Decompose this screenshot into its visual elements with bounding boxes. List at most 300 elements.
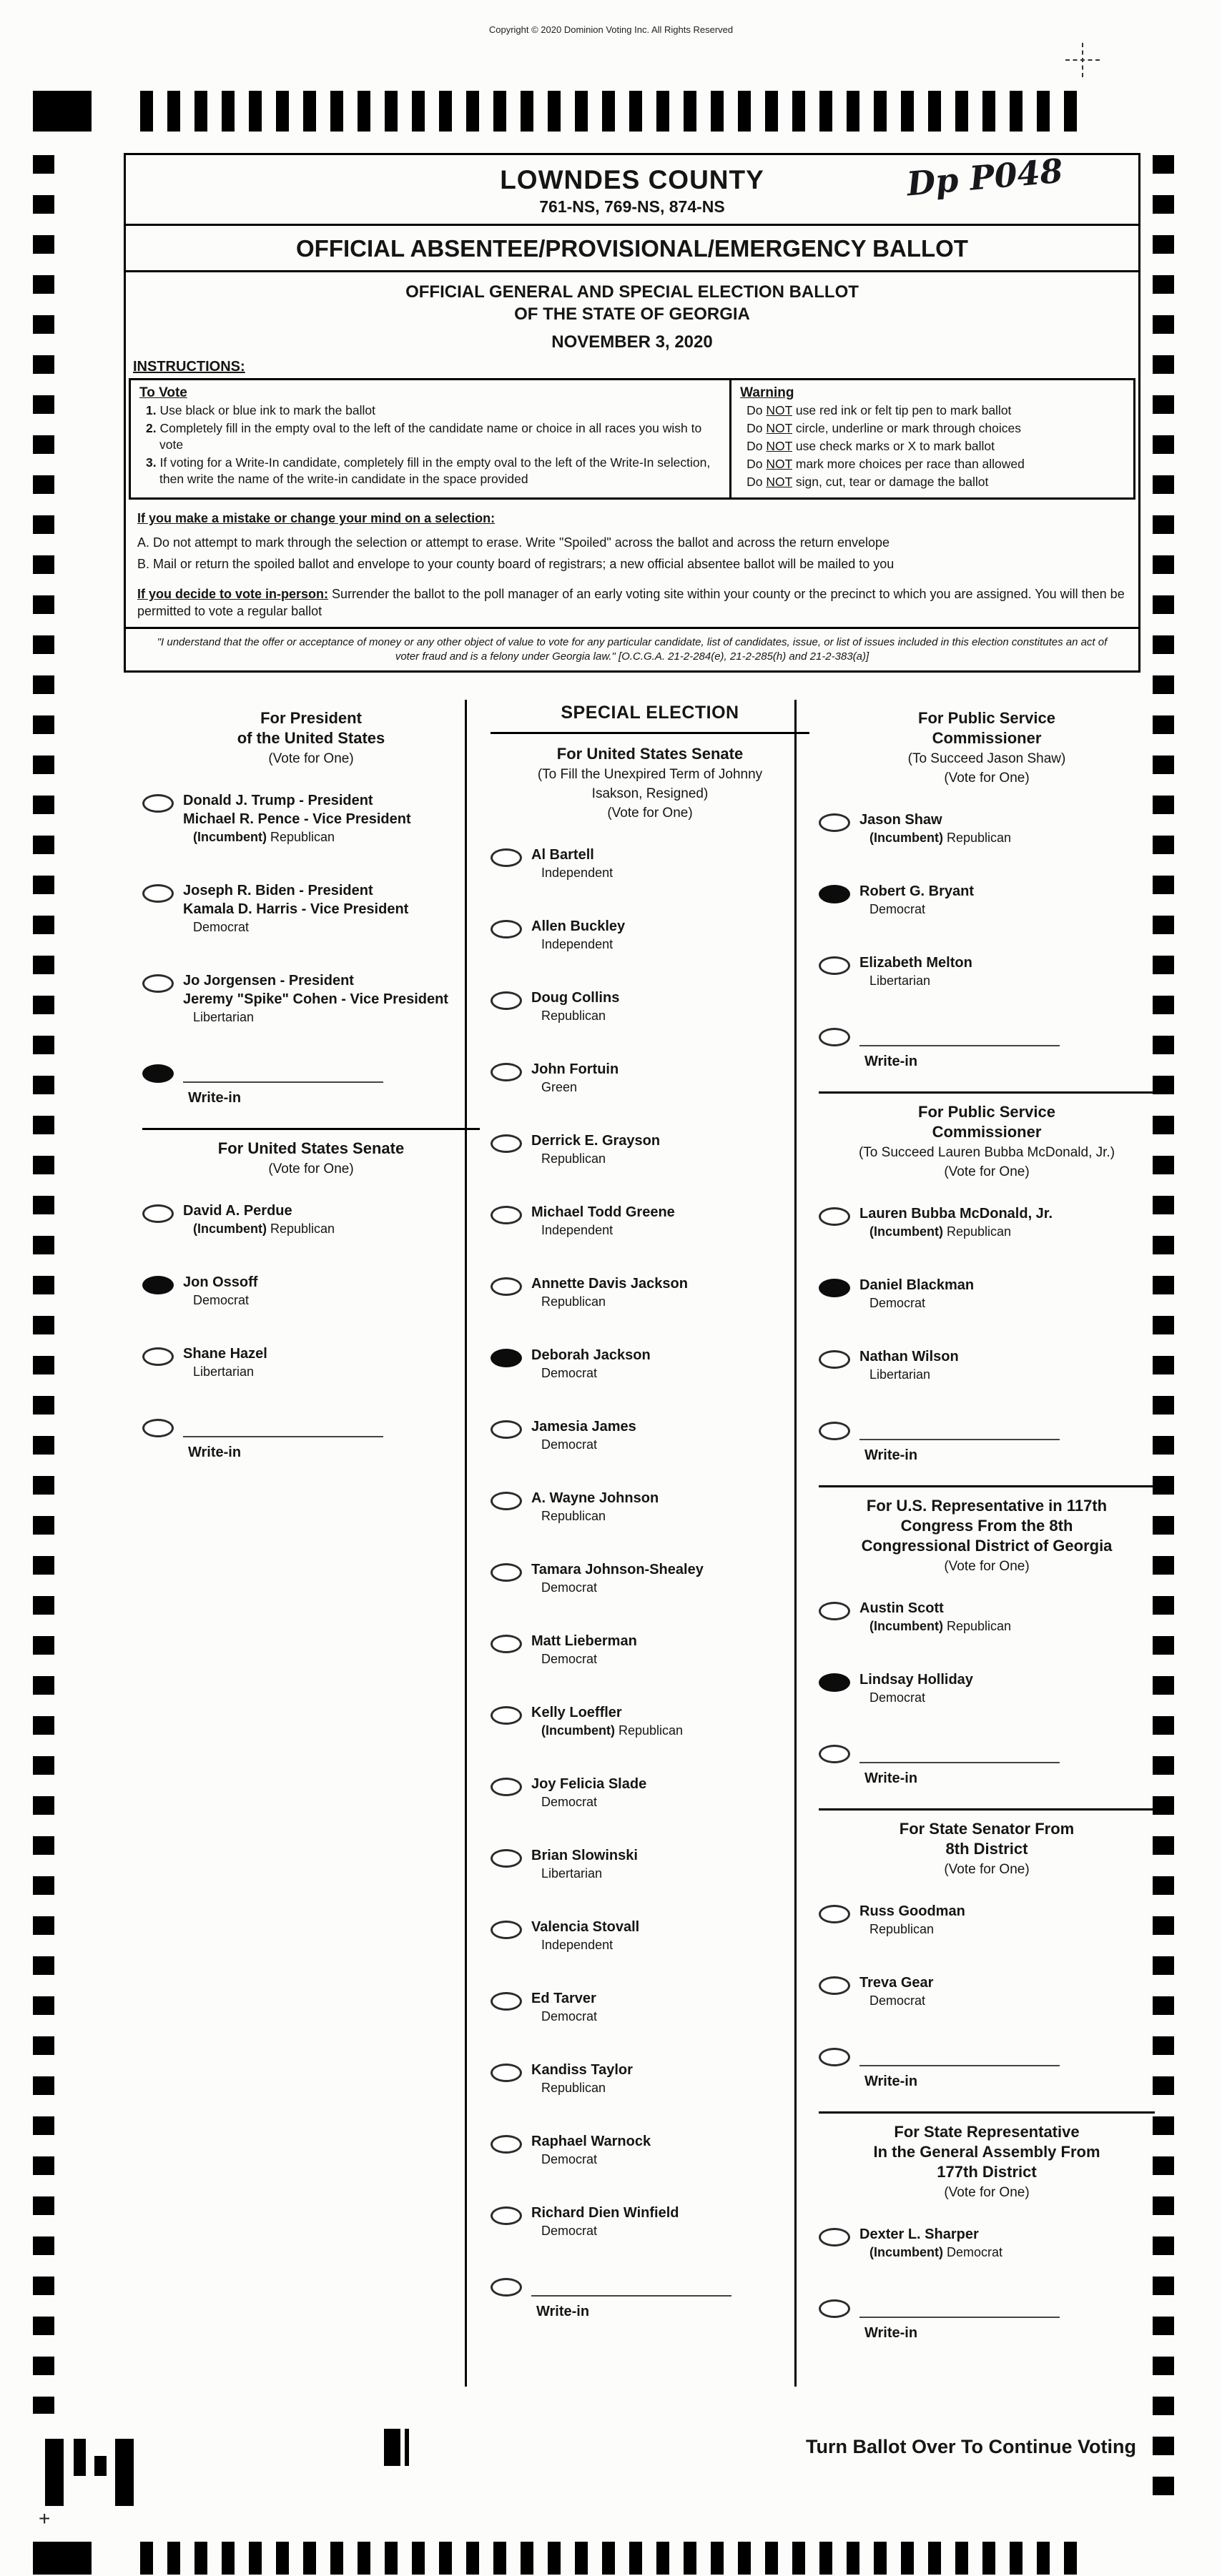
empty-oval[interactable] (491, 1063, 522, 1081)
candidate-name: Deborah Jackson (531, 1347, 651, 1363)
contest (142, 700, 480, 1106)
candidate-name: Annette Davis Jackson (531, 1276, 688, 1292)
empty-oval[interactable] (142, 884, 174, 903)
candidate-party: (Incumbent) Republican (869, 1224, 1012, 1239)
candidate-text (531, 917, 625, 953)
candidate-name: David A. Perdue (183, 1203, 292, 1219)
empty-oval[interactable] (819, 1602, 850, 1620)
candidate-text (531, 1489, 659, 1525)
candidate-name: Kandiss Taylor (531, 2062, 633, 2078)
empty-oval[interactable] (491, 991, 522, 1010)
not-emphasis: NOT (766, 457, 793, 471)
empty-oval[interactable] (819, 1350, 850, 1369)
filled-oval[interactable] (142, 1064, 174, 1083)
contest-title: For President (260, 709, 362, 727)
candidate-name: Robert G. Bryant (859, 883, 975, 899)
candidate-name: Daniel Blackman (859, 1277, 975, 1293)
candidate-party: Democrat (869, 902, 926, 916)
contest-title: For U.S. Representative in 117th (866, 1497, 1108, 1515)
contest-title: For United States Senate (556, 745, 744, 763)
empty-oval[interactable] (491, 1277, 522, 1296)
contest (491, 735, 809, 2320)
candidate-name: Jon Ossoff (183, 1274, 258, 1290)
empty-oval[interactable] (491, 1635, 522, 1653)
incumbent-label: (Incumbent) (869, 1224, 943, 1239)
column-2 (472, 700, 818, 2342)
contest-title: 177th District (937, 2163, 1037, 2181)
candidate-text (531, 2061, 633, 2096)
candidate-row (491, 1632, 809, 1668)
empty-oval[interactable] (819, 956, 850, 975)
empty-oval[interactable] (142, 1419, 174, 1437)
contest-title: For State Senator From (899, 1820, 1075, 1838)
empty-oval[interactable] (819, 2228, 850, 2246)
incumbent-label: (Incumbent) (541, 1723, 615, 1738)
write-in-line[interactable] (183, 1063, 383, 1083)
candidate-party: Democrat (869, 1690, 926, 1705)
column-divider-1 (465, 700, 467, 2387)
candidate-party: (Incumbent) Republican (541, 1723, 684, 1738)
item-number: 2. (146, 421, 160, 435)
mistake-item-b: B. Mail or return the spoiled ballot and envelope to your county board of registrars; a new official absentee ballot will be mailed to you (137, 557, 895, 571)
empty-oval[interactable] (819, 1745, 850, 1763)
candidate-party: Libertarian (869, 974, 931, 988)
candidate-row (491, 1846, 809, 1882)
candidate-text (531, 989, 619, 1024)
election-title-line2: OF THE STATE OF GEORGIA (514, 304, 750, 324)
candidate-text (531, 1846, 638, 1882)
write-in-row (142, 1061, 480, 1083)
write-in-line[interactable] (859, 1743, 1060, 1763)
candidate-text (531, 1989, 597, 2025)
candidate-row (491, 1203, 809, 1239)
empty-oval[interactable] (491, 920, 522, 938)
incumbent-label: (Incumbent) (193, 1222, 267, 1236)
candidate-party: Democrat (869, 1296, 926, 1310)
candidate-party: Green (541, 1080, 578, 1094)
filled-oval[interactable] (819, 885, 850, 903)
empty-oval[interactable] (491, 2135, 522, 2154)
candidate-name: Brian Slowinski (531, 1848, 638, 1863)
candidate-party: (Incumbent) Democrat (869, 2245, 1003, 2259)
contest (819, 1808, 1155, 2090)
candidate-party: Independent (541, 937, 614, 951)
candidate-name: Russ Goodman (859, 1903, 965, 1919)
election-title-line1: OFFICIAL GENERAL AND SPECIAL ELECTION BALLOT (405, 282, 859, 302)
contest-title: For United States Senate (217, 1139, 405, 1157)
write-in-label: Write-in (864, 1770, 918, 1786)
timing-mark-block-top (33, 91, 92, 132)
candidate-text (531, 1274, 688, 1310)
incumbent-label: (Incumbent) (869, 1619, 943, 1633)
empty-oval[interactable] (491, 1563, 522, 1582)
candidate-party: Democrat (541, 1580, 598, 1595)
candidate-party: Democrat (541, 1795, 598, 1809)
candidate-text (183, 1344, 267, 1380)
candidate-name: Richard Dien Winfield (531, 2205, 679, 2221)
candidate-name: Dexter L. Sharper (859, 2226, 979, 2242)
candidate-row (491, 2061, 809, 2096)
vote-for-instruction: (Vote for One) (944, 1559, 1030, 1574)
empty-oval[interactable] (819, 1207, 850, 1226)
candidate-name: Lauren Bubba McDonald, Jr. (859, 1206, 1053, 1222)
empty-oval[interactable] (491, 1492, 522, 1510)
timing-marks-bottom (140, 2542, 1078, 2575)
corner-plus-mark: + (39, 2507, 51, 2530)
candidate-row (819, 811, 1155, 846)
not-emphasis: NOT (766, 475, 793, 489)
filled-oval[interactable] (819, 1279, 850, 1297)
write-in-row (819, 2297, 1155, 2318)
candidate-name: Treva Gear (859, 1975, 934, 1991)
candidate-name: Ed Tarver (531, 1991, 596, 2006)
contest-title: of the United States (237, 729, 385, 747)
filled-oval[interactable] (142, 1276, 174, 1294)
candidate-row (142, 1344, 480, 1380)
candidate-text (531, 1417, 636, 1453)
candidate-row (491, 1417, 809, 1453)
candidate-row (819, 1276, 1155, 1312)
candidate-name: Shane Hazel (183, 1346, 267, 1362)
candidate-text (859, 1973, 933, 2009)
candidate-party: Democrat (193, 1293, 250, 1307)
filled-oval[interactable] (819, 1673, 850, 1692)
candidate-name: A. Wayne Johnson (531, 1490, 659, 1506)
mistake-title: If you make a mistake or change your mind on a selection: (137, 511, 496, 525)
vote-for-instruction: (Vote for One) (944, 1862, 1030, 1877)
empty-oval[interactable] (491, 1992, 522, 2011)
vote-for-instruction: (Vote for One) (944, 1164, 1030, 1179)
election-title-section (126, 272, 1138, 356)
incumbent-label: (Incumbent) (193, 830, 267, 844)
write-in-label: Write-in (536, 2304, 590, 2319)
candidate-name: Jo Jorgensen - President (183, 973, 354, 989)
candidate-row (491, 1918, 809, 1953)
candidate-name: Michael R. Pence - Vice President (183, 811, 411, 827)
county-name: LOWNDES COUNTY (500, 165, 764, 194)
write-in-row (819, 1025, 1155, 1046)
candidate-row (142, 1202, 480, 1237)
not-emphasis: NOT (766, 421, 793, 435)
candidate-party: (Incumbent) Republican (193, 830, 335, 844)
warning-list (740, 402, 1125, 490)
empty-oval[interactable] (142, 1204, 174, 1223)
to-vote-list (139, 402, 721, 487)
candidate-text (183, 881, 408, 936)
candidate-text (531, 1703, 683, 1739)
warning-item: Do NOT use check marks or X to mark ballot (746, 439, 995, 453)
empty-oval[interactable] (142, 794, 174, 813)
candidate-row (491, 2132, 809, 2168)
in-person-note (137, 585, 1127, 620)
candidate-row (142, 1273, 480, 1309)
candidate-text (859, 1599, 1011, 1635)
empty-oval[interactable] (491, 848, 522, 867)
write-in-line[interactable] (859, 2298, 1060, 2318)
contest-title: Congressional District of Georgia (861, 1537, 1113, 1555)
candidate-party: Democrat (541, 2009, 598, 2023)
candidate-row (491, 1060, 809, 1096)
candidate-row (491, 1775, 809, 1810)
contest-title: Commissioner (932, 1123, 1042, 1141)
write-in-label: Write-in (864, 1447, 918, 1463)
write-in-row (142, 1416, 480, 1437)
contest-subtitle: Isakson, Resigned) (591, 786, 709, 801)
ballot-type-title: OFFICIAL ABSENTEE/PROVISIONAL/EMERGENCY BALLOT (126, 224, 1138, 272)
in-person-title: If you decide to vote in-person: (137, 587, 329, 601)
candidate-party: Republican (541, 2081, 606, 2095)
vote-for-instruction: (Vote for One) (268, 751, 354, 766)
candidate-text (531, 1346, 651, 1382)
candidate-party: Democrat (541, 1652, 598, 1666)
in-person-text: Surrender the ballot to the poll manager of an early voting site within your county or the precinct to which you are assigned. You will then be permitted to vote a regular ballot (137, 587, 1125, 618)
warning-item: Do NOT mark more choices per race than allowed (746, 457, 1025, 471)
candidate-name: Doug Collins (531, 990, 620, 1006)
candidate-text (531, 1632, 637, 1668)
candidate-row (819, 1599, 1155, 1635)
to-vote-cell (131, 380, 731, 497)
write-in-label: Write-in (864, 2325, 918, 2341)
handwritten-annotation: Dp P048 (905, 151, 1065, 204)
candidate-text (859, 882, 974, 918)
candidate-row (142, 971, 480, 1026)
empty-oval[interactable] (491, 1420, 522, 1439)
candidate-party: Independent (541, 866, 614, 880)
write-in-line[interactable] (859, 1420, 1060, 1440)
warning-item: Do NOT sign, cut, tear or damage the ballot (746, 475, 989, 489)
instructions-table (129, 378, 1135, 500)
empty-oval[interactable] (819, 2048, 850, 2066)
candidate-row (819, 1670, 1155, 1706)
incumbent-label: (Incumbent) (869, 2245, 943, 2259)
candidate-row (491, 1346, 809, 1382)
candidate-name: Jeremy "Spike" Cohen - Vice President (183, 991, 448, 1007)
registration-cross-mark (1065, 43, 1100, 77)
candidate-text (531, 1918, 639, 1953)
column-1 (124, 700, 488, 1482)
contest (819, 1091, 1155, 1464)
contest-title: 8th District (945, 1840, 1028, 1858)
candidate-row (819, 882, 1155, 918)
candidate-name: Derrick E. Grayson (531, 1133, 661, 1149)
candidate-row (491, 917, 809, 953)
candidate-name: Al Bartell (531, 847, 594, 863)
candidate-name: Valencia Stovall (531, 1919, 640, 1935)
warning-item: Do NOT circle, underline or mark through choices (746, 421, 1022, 435)
contest (142, 1128, 480, 1461)
contest-title: For State Representative (894, 2123, 1080, 2141)
contest-subtitle: (To Fill the Unexpired Term of Johnny (537, 767, 763, 782)
candidate-party: Libertarian (193, 1010, 255, 1024)
candidate-party: (Incumbent) Republican (869, 831, 1012, 845)
candidate-text (531, 1560, 704, 1596)
filled-oval[interactable] (491, 1349, 522, 1367)
candidate-party: Libertarian (869, 1367, 931, 1382)
write-in-row (819, 1419, 1155, 1440)
warning-cell (731, 380, 1133, 497)
vote-for-instruction: (Vote for One) (268, 1161, 354, 1176)
candidate-text (531, 2132, 651, 2168)
incumbent-label: (Incumbent) (869, 831, 943, 845)
candidate-name: Elizabeth Melton (859, 955, 972, 971)
candidate-text (859, 953, 972, 989)
contest (819, 2111, 1155, 2342)
candidate-text (859, 2225, 1002, 2261)
to-vote-item: 1. Use black or blue ink to mark the ballot (146, 403, 376, 417)
not-emphasis: NOT (766, 403, 793, 417)
empty-oval[interactable] (819, 1976, 850, 1995)
candidate-party: (Incumbent) Republican (869, 1619, 1012, 1633)
item-number: 1. (146, 403, 160, 417)
contest-subtitle: (To Succeed Lauren Bubba McDonald, Jr.) (858, 1145, 1115, 1160)
candidate-text (183, 791, 411, 846)
candidate-row (491, 1703, 809, 1739)
warning-item: Do NOT use red ink or felt tip pen to mark ballot (746, 403, 1012, 417)
candidate-text (531, 1203, 675, 1239)
candidate-text (183, 1202, 335, 1237)
county-section (126, 151, 1138, 224)
contest-title: For Public Service (918, 709, 1055, 727)
warning-title: Warning (740, 385, 794, 400)
timing-marks-top (140, 91, 1078, 132)
candidate-name: Tamara Johnson-Shealey (531, 1562, 704, 1577)
write-in-line[interactable] (859, 2046, 1060, 2066)
copyright-text: Copyright © 2020 Dominion Voting Inc. All Rights Reserved (488, 24, 734, 35)
candidate-name: Austin Scott (859, 1600, 944, 1616)
election-date: NOVEMBER 3, 2020 (551, 332, 713, 352)
ballot-header-box (124, 153, 1140, 673)
write-in-label: Write-in (188, 1090, 242, 1106)
candidate-party: Democrat (541, 1437, 598, 1452)
vote-for-instruction: (Vote for One) (944, 2185, 1030, 2200)
candidate-name: John Fortuin (531, 1061, 619, 1077)
contest-area (124, 700, 1136, 2465)
candidate-row (491, 1131, 809, 1167)
candidate-row (491, 1274, 809, 1310)
vote-for-instruction: (Vote for One) (607, 806, 693, 821)
instructions-label: INSTRUCTIONS: (133, 359, 245, 375)
candidate-party: Independent (541, 1223, 614, 1237)
candidate-text (531, 1131, 660, 1167)
contest-subtitle: (To Succeed Jason Shaw) (907, 751, 1066, 766)
contest-title: Commissioner (932, 729, 1042, 747)
candidate-text (859, 1204, 1053, 1240)
empty-oval[interactable] (491, 1921, 522, 1939)
candidate-name: Michael Todd Greene (531, 1204, 675, 1220)
contest-title: For Public Service (918, 1103, 1055, 1121)
candidate-row (491, 1989, 809, 2025)
candidate-text (531, 2204, 679, 2239)
empty-oval[interactable] (491, 1206, 522, 1224)
empty-oval[interactable] (491, 2064, 522, 2082)
candidate-row (491, 1489, 809, 1525)
mistake-section (126, 500, 1138, 627)
not-emphasis: NOT (766, 439, 793, 453)
write-in-label: Write-in (864, 2074, 918, 2089)
empty-oval[interactable] (142, 974, 174, 993)
item-number: 3. (146, 455, 160, 470)
candidate-party: Republican (869, 1922, 935, 1936)
timing-mark-block-bottom (33, 2542, 92, 2575)
candidate-row (491, 846, 809, 881)
write-in-line[interactable] (183, 1417, 383, 1437)
contest (819, 1485, 1155, 1787)
candidate-name: Kamala D. Harris - Vice President (183, 901, 409, 917)
candidate-party: Libertarian (541, 1866, 603, 1881)
candidate-party: (Incumbent) Republican (193, 1222, 335, 1236)
candidate-row (142, 791, 480, 846)
column-3 (800, 700, 1163, 2363)
section-header: SPECIAL ELECTION (491, 700, 809, 734)
candidate-party: Independent (541, 1938, 614, 1952)
candidate-text (859, 811, 1011, 846)
candidate-row (819, 953, 1155, 989)
candidate-row (142, 881, 480, 936)
candidate-name: Donald J. Trump - President (183, 793, 373, 808)
candidate-party: Democrat (541, 2152, 598, 2166)
precinct-numbers: 761-NS, 769-NS, 874-NS (539, 197, 725, 216)
candidate-row (819, 1902, 1155, 1938)
candidate-name: Matt Lieberman (531, 1633, 637, 1649)
write-in-line[interactable] (531, 2277, 731, 2297)
candidate-text (183, 971, 448, 1026)
turn-ballot-over-text: Turn Ballot Over To Continue Voting (806, 2436, 1136, 2457)
vote-for-instruction: (Vote for One) (944, 771, 1030, 786)
empty-oval[interactable] (819, 1028, 850, 1046)
candidate-text (859, 1276, 974, 1312)
contest-title: In the General Assembly From (873, 2143, 1100, 2161)
candidate-row (491, 1560, 809, 1596)
candidate-party: Libertarian (193, 1364, 255, 1379)
candidate-text (859, 1902, 965, 1938)
empty-oval[interactable] (491, 2206, 522, 2225)
candidate-row (819, 1973, 1155, 2009)
write-in-row (819, 1742, 1155, 1763)
empty-oval[interactable] (491, 1706, 522, 1725)
empty-oval[interactable] (142, 1347, 174, 1366)
candidate-party: Republican (541, 1294, 606, 1309)
candidate-party: Republican (541, 1009, 606, 1023)
candidate-name: Joy Felicia Slade (531, 1776, 647, 1792)
write-in-row (491, 2275, 809, 2297)
candidate-name: Allen Buckley (531, 918, 626, 934)
empty-oval[interactable] (491, 2278, 522, 2297)
candidate-name: Jason Shaw (859, 812, 942, 828)
candidate-row (819, 1204, 1155, 1240)
write-in-line[interactable] (859, 1026, 1060, 1046)
empty-oval[interactable] (491, 1778, 522, 1796)
candidate-party: Democrat (541, 2224, 598, 2238)
empty-oval[interactable] (819, 2299, 850, 2318)
empty-oval[interactable] (819, 813, 850, 832)
candidate-party: Democrat (193, 920, 250, 934)
contest-title: Congress From the 8th (900, 1517, 1073, 1535)
empty-oval[interactable] (819, 1905, 850, 1923)
mistake-item-a: A. Do not attempt to mark through the selection or attempt to erase. Write "Spoiled" across the ballot and across the return envelope (137, 535, 890, 550)
candidate-name: Nathan Wilson (859, 1349, 959, 1364)
candidate-name: Kelly Loeffler (531, 1705, 622, 1720)
candidate-text (531, 846, 613, 881)
timing-marks-left (33, 155, 54, 2414)
empty-oval[interactable] (819, 1422, 850, 1440)
column-divider-2 (794, 700, 797, 2387)
to-vote-item: 2. Completely fill in the empty oval to the left of the candidate name or choice in all races you wish to vote (146, 421, 702, 452)
contest (819, 700, 1155, 1070)
empty-oval[interactable] (491, 1134, 522, 1153)
empty-oval[interactable] (491, 1849, 522, 1868)
candidate-text (859, 1347, 959, 1383)
to-vote-item: 3. If voting for a Write-In candidate, completely fill in the empty oval to the left of the Write-In selection, then write the name of the write-in candidate in the space provided (146, 455, 711, 486)
